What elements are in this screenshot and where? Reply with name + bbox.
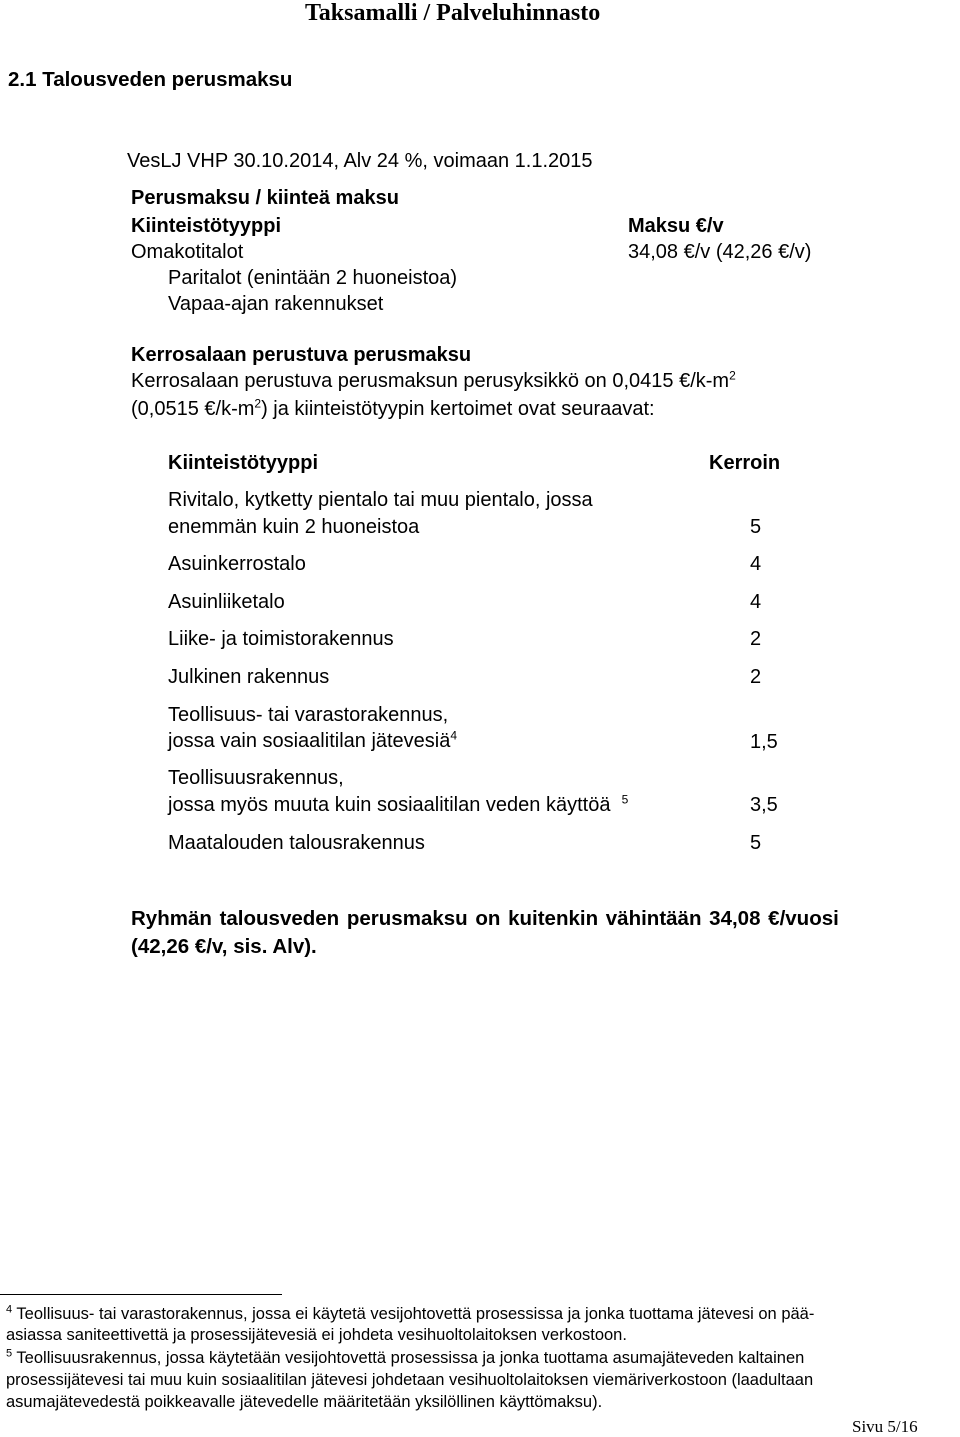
factor-row-label: Julkinen rakennus [168, 666, 330, 688]
factor-row-label: Asuinkerrostalo [168, 553, 306, 575]
base-fee-col-fee: Maksu €/v [628, 215, 724, 237]
section-heading: 2.1 Talousveden perusmaksu [8, 68, 293, 91]
running-header-title: Taksamalli / Palveluhinnasto [305, 0, 601, 26]
floor-area-description-line2: (0,0515 $€/k-m^2$) ja kiinteistötyypin kertoimet ovat seuraavat: [131, 396, 655, 420]
factor-row-value: 2 [750, 666, 762, 688]
base-fee-col-type: Kiinteistötyyppi [131, 215, 282, 237]
base-fee-row-type: Paritalot (enintään 2 huoneistoa) [168, 267, 458, 289]
footnote-4-line2: asiassa saniteettivettä ja prosessijätevesiä ei johdeta vesihuoltolaitoksen verkostoon. [6, 1326, 627, 1344]
factor-row-value: 1,5 [750, 731, 778, 753]
factor-row-value: 3,5 [750, 794, 778, 816]
factor-row-label-cont: enemmän kuin 2 huoneistoa [168, 516, 420, 538]
factor-row-label: Teollisuus- tai varastorakennus, [168, 704, 449, 726]
footnote-mark: 5 [6, 1347, 13, 1360]
base-fee-title: Perusmaksu / kiinteä maksu [131, 187, 399, 209]
factor-row-label: Rivitalo, kytketty pientalo tai muu pientalo, jossa [168, 489, 593, 511]
factor-row-value: 4 [750, 553, 762, 575]
base-fee-row-type: Omakotitalot [131, 241, 244, 263]
minimum-fee-note-line2: (42,26 €/v, sis. Alv). [131, 935, 317, 958]
footnote-4-line1: $^4$ Teollisuus- tai varastorakennus, jossa ei käytetä vesijohtovettä prosessissa ja jonka tuottama jätevesi on pää- [6, 1303, 815, 1323]
factor-row-value: 2 [750, 628, 762, 650]
footnote-ref: 4 [450, 728, 458, 743]
factor-row-value: 5 [750, 832, 762, 854]
factor-row-label: Liike- ja toimistorakennus [168, 628, 394, 650]
base-fee-row-type: Vapaa-ajan rakennukset [168, 293, 384, 315]
minimum-fee-note-line1: Ryhmän talousveden perusmaksu on kuitenkin vähintään 34,08 €/vuosi [131, 907, 839, 930]
validity-line: VesLJ VHP 30.10.2014, Alv 24 %, voimaan 1.1.2015 [127, 150, 593, 172]
factor-row-label: Asuinliiketalo [168, 591, 285, 613]
factor-table-col-type: Kiinteistötyyppi [168, 452, 319, 474]
base-fee-row-fee: 34,08 €/v (42,26 €/v) [628, 241, 812, 263]
factor-row-label: Maatalouden talousrakennus [168, 832, 425, 854]
floor-area-title: Kerrosalaan perustuva perusmaksu [131, 344, 472, 366]
footnote-5-line2: prosessijätevesi tai muu kuin sosiaalitilan jätevesi johdetaan vesihuoltolaitoksen viemäriverkostoon (laadultaan [6, 1371, 814, 1389]
factor-row-value: 5 [750, 516, 762, 538]
footnote-5-line1: $^5$ Teollisuusrakennus, jossa käytetään vesijohtovettä prosessissa ja jonka tuottama asumajäteveden kaltainen [6, 1347, 805, 1367]
footnote-mark: 4 [6, 1303, 13, 1316]
factor-row-label: Teollisuusrakennus, [168, 767, 344, 789]
footnote-5-line3: asumajätevedestä poikkeavalle jätevedelle määritetään yksilöllinen käyttömaksu). [6, 1393, 603, 1411]
factor-row-label-cont: jossa myös muuta kuin sosiaalitilan veden käyttöä $^5$ [168, 792, 629, 816]
factor-table-col-factor: Kerroin [709, 452, 781, 474]
floor-area-description-line1: Kerrosalaan perustuva perusmaksun perusyksikkö on 0,0415 $€/k-m^2$ [131, 368, 736, 392]
factor-row-label-cont: jossa vain sosiaalitilan jätevesiä$^4$ [168, 728, 458, 752]
footnote-ref: 5 [621, 792, 629, 807]
footnote-separator [0, 1294, 282, 1295]
factor-row-value: 4 [750, 591, 762, 613]
page-number: Sivu 5/16 [852, 1417, 918, 1436]
